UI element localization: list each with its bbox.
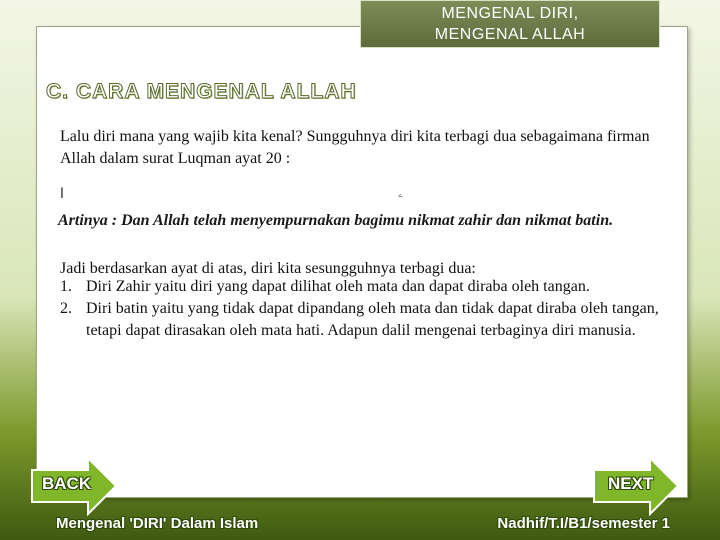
list-number: 2. <box>60 300 72 317</box>
translation-text: Artinya : Dan Allah telah menyempurnakan bagimu nikmat zahir dan nikmat batin. <box>58 212 614 229</box>
arabic-verse <box>60 186 680 202</box>
section-title: C. CARA MENGENAL ALLAH <box>46 80 357 103</box>
back-button[interactable] <box>30 456 120 516</box>
header-title-line2: MENGENAL ALLAH <box>434 26 586 43</box>
back-label: BACK <box>42 474 92 493</box>
list-item <box>60 276 680 298</box>
list-number: 1. <box>60 278 72 295</box>
footer-title: Mengenal 'DIRI' Dalam Islam <box>56 515 259 532</box>
list-item-text: Diri Zahir yaitu diri yang dapat dilihat oleh mata dan dapat diraba oleh tangan. <box>86 278 590 295</box>
points-list <box>60 276 680 342</box>
arabic-fragment-right: ۦ <box>398 186 404 201</box>
header-title-box <box>360 0 660 48</box>
arabic-fragment-left: ا <box>60 187 64 202</box>
list-item-text: Diri batin yaitu yang tidak dapat dipandang oleh mata dan tidak dapat diraba oleh tangan, tetapi dapat dirasakan oleh mata hati. Adapun dalil mengenai terbaginya diri manusia. <box>86 300 659 339</box>
next-label: NEXT <box>608 474 654 493</box>
intro-paragraph: Lalu diri mana yang wajib kita kenal? Sungguhnya diri kita terbagi dua sebagaimana firman Allah dalam surat Luqman ayat 20 : <box>60 128 650 167</box>
header-title-line1: MENGENAL DIRI, <box>441 5 579 22</box>
next-button[interactable] <box>592 456 682 516</box>
list-item <box>60 298 680 342</box>
footer-author: Nadhif/T.I/B1/semester 1 <box>497 515 670 532</box>
conclusion-text: Jadi berdasarkan ayat di atas, diri kita sesungguhnya terbagi dua: <box>60 260 476 277</box>
